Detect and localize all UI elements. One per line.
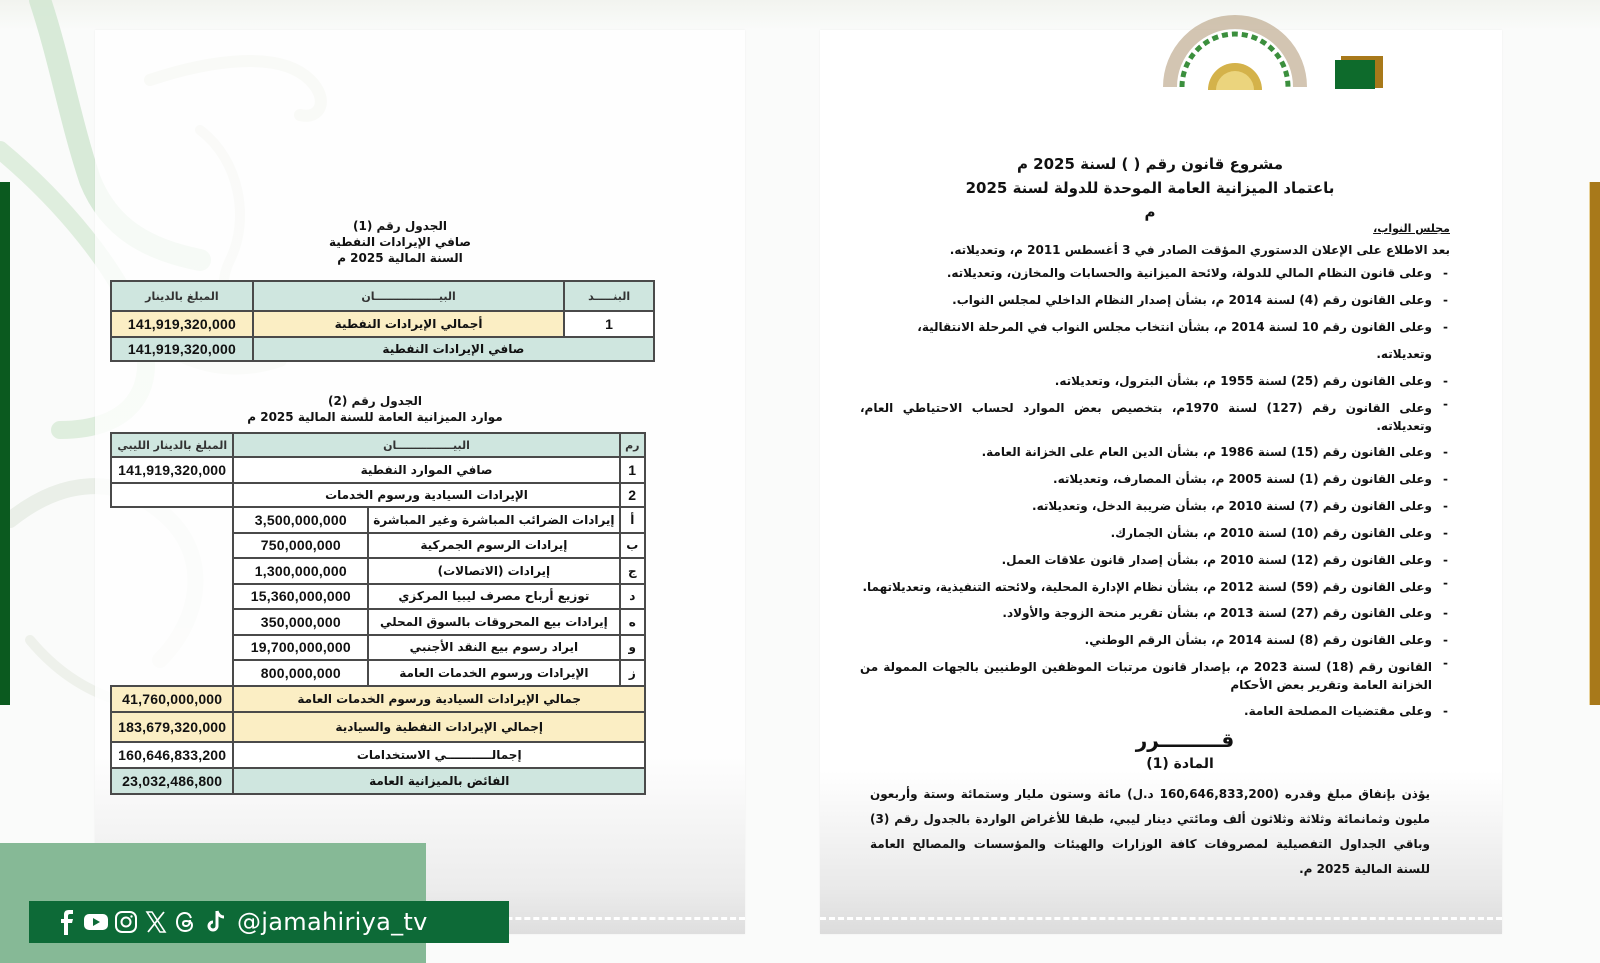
- table-row: [111, 660, 645, 686]
- statement-cell: إيرادات الضرائب المباشرة وغير المباشرة: [368, 507, 619, 533]
- section-title-cell: الإيرادات السيادية ورسوم الخدمات: [233, 483, 619, 507]
- statement-cell: صافي الإيرادات النفطية: [253, 337, 654, 361]
- decided-heading: [1070, 728, 1300, 752]
- statement-cell: جمالي الإيرادات السيادية ورسوم الخدمات العامة: [233, 686, 645, 712]
- letter-cell: د: [620, 584, 645, 610]
- social-handle[interactable]: @jamahiriya_tv: [237, 908, 428, 936]
- table-row: [111, 507, 645, 533]
- col-item-header: البنـــــد: [564, 281, 654, 311]
- statement-cell: الإيرادات ورسوم الخدمات العامة: [368, 660, 619, 686]
- letter-cell: و: [620, 635, 645, 661]
- total-row: [111, 686, 645, 712]
- flag-icon: [1335, 60, 1375, 89]
- consideration-item: - وعلى القانون رقم (15) لسنة 1986 م، بشأن الدين العام على الخزانة العامة.: [860, 439, 1432, 466]
- table2-title-line: موارد الميزانية العامة للسنة المالية 2025 م: [247, 410, 503, 424]
- table-row: [111, 584, 645, 610]
- table-row: [111, 635, 645, 661]
- social-bar: [29, 901, 509, 943]
- table2-title: [210, 393, 540, 425]
- col-statement-header: البيـــــــــــــــان: [233, 433, 619, 457]
- amount-cell: 41,760,000,000: [111, 686, 233, 712]
- table1-title-line: صافي الإيرادات النفطية: [329, 235, 471, 249]
- amount-cell: 23,032,486,800: [111, 768, 233, 794]
- letter-cell: ج: [620, 558, 645, 584]
- col-amount-header: المبلغ بالدينار الليبي: [111, 433, 233, 457]
- table-row: [111, 609, 645, 635]
- statement-cell: إيرادات بيع المحروقات بالسوق المحلي: [368, 609, 619, 635]
- consideration-item: - وعلى القانون رقم (4) لسنة 2014 م، بشأن إصدار النظام الداخلي لمجلس النواب.: [860, 287, 1432, 314]
- statement-cell: توزيع أرباح مصرف ليبيا المركزي: [368, 584, 619, 610]
- amount-cell: 141,919,320,000: [111, 337, 253, 361]
- empty-cell: [111, 483, 233, 507]
- table-row: [111, 558, 645, 584]
- consideration-item: - وعلى مقتضيات المصلحة العامة.: [860, 698, 1432, 725]
- statement-cell: إيرادات (الاتصالات): [368, 558, 619, 584]
- right-accent-bar: [1589, 182, 1600, 705]
- table-row-net: [111, 337, 654, 361]
- table1-title: [300, 218, 500, 266]
- section-no-cell: 2: [620, 483, 645, 507]
- statement-cell: إيرادات الرسوم الجمركية: [368, 533, 619, 559]
- consideration-item: - وعلى القانون رقم (59) لسنة 2012 م، بشأن نظام الإدارة المحلية، ولائحته التنفيذية، وتعديلاتهما.: [860, 574, 1432, 600]
- table2: [110, 432, 646, 795]
- consideration-item: - وعلى القانون رقم (10) لسنة 2010 م، بشأن الجمارك.: [860, 520, 1432, 547]
- amount-cell: 3,500,000,000: [233, 507, 368, 533]
- statement-cell: صافي الموارد النفطية: [233, 457, 619, 483]
- consideration-item: - وعلى القانون رقم (1) لسنة 2005 م، بشأن المصارف، وتعديلاته.: [860, 466, 1432, 493]
- amount-cell: 141,919,320,000: [111, 311, 253, 337]
- table1: [110, 280, 655, 362]
- letter-cell: ه: [620, 609, 645, 635]
- left-accent-bar: [0, 182, 10, 705]
- threads-icon[interactable]: [173, 909, 199, 935]
- statement-cell: ايراد رسوم بيع النقد الأجنبي: [368, 635, 619, 661]
- section-row: [111, 483, 645, 507]
- table-row: [111, 533, 645, 559]
- x-icon[interactable]: [143, 909, 169, 935]
- amount-cell: 141,919,320,000: [111, 457, 233, 483]
- col-statement-header: البيـــــــــــــــــان: [253, 281, 565, 311]
- amount-cell: 19,700,000,000: [233, 635, 368, 661]
- amount-cell: 800,000,000: [233, 660, 368, 686]
- decided-text: قـــــــــرر: [1135, 728, 1235, 752]
- consideration-item: - وعلى القانون رقم (127) لسنة 1970م، بتخصيص بعض الموارد لحساب الاحتياطي العام، وتعديلاته.: [860, 395, 1432, 439]
- title-line-1: مشروع قانون رقم ( ) لسنة 2025 م: [1016, 155, 1284, 173]
- table2-header-row: [111, 433, 645, 457]
- letter-cell: ز: [620, 660, 645, 686]
- total-row: [111, 712, 645, 742]
- article-title: المادة (1): [1146, 756, 1214, 772]
- table-row: [111, 457, 645, 483]
- consideration-item: - القانون رقم (18) لسنة 2023 م، بإصدار قانون مرتبات الموظفين الوطنيين بالجهات الممولة من الخزانة العامة وتقرير بعض الأحكام: [860, 654, 1432, 698]
- total-row: [111, 768, 645, 794]
- amount-cell: 1,300,000,000: [233, 558, 368, 584]
- document-title: [960, 152, 1340, 224]
- col-amount-header: المبلغ بالدينار: [111, 281, 253, 311]
- top-fade: [0, 0, 1600, 30]
- consideration-item: - وعلى القانون رقم (12) لسنة 2010 م، بشأن إصدار قانون علاقات العمل.: [860, 547, 1432, 574]
- table1-title-line: السنة المالية 2025 م: [337, 251, 463, 265]
- preamble: بعد الاطلاع على الإعلان الدستوري المؤقت الصادر في 3 أغسطس 2011 م، وتعديلاته.: [949, 243, 1450, 257]
- statement-cell: إجمالـــــــــــي الاستخدامات: [233, 742, 645, 768]
- statement-cell: أجمالي الإيرادات النفطية: [253, 311, 565, 337]
- amount-cell: 750,000,000: [233, 533, 368, 559]
- consideration-item: - وعلى القانون رقم (7) لسنة 2010 م، بشأن ضريبة الدخل، وتعديلاته.: [860, 493, 1432, 520]
- tiktok-icon[interactable]: [203, 909, 229, 935]
- consideration-item: - وعلى قانون النظام المالي للدولة، ولائحة الميزانية والحسابات والمخازن، وتعديلاته.: [860, 260, 1432, 287]
- consideration-item: - وعلى القانون رقم (8) لسنة 2014 م، بشأن الرقم الوطني.: [860, 627, 1432, 654]
- consideration-item: - وعلى القانون رقم (27) لسنة 2013 م، بشأن تقرير منحة الزوجة والأولاد.: [860, 600, 1432, 627]
- table-row: [111, 311, 654, 337]
- consideration-item: - وعلى القانون رقم (25) لسنة 1955 م، بشأن البترول، وتعديلاته.: [860, 368, 1432, 395]
- considerations-list: [860, 260, 1450, 725]
- statement-cell: إجمالي الإيرادات النفطية والسيادية: [233, 712, 645, 742]
- consideration-item: - وعلى القانون رقم 10 لسنة 2014 م، بشأن انتخاب مجلس النواب في المرحلة الانتقالية، وتعديلاته.: [860, 314, 1432, 368]
- letter-cell: ب: [620, 533, 645, 559]
- jamahiriya-logo: [1160, 12, 1310, 92]
- letter-cell: أ: [620, 507, 645, 533]
- youtube-icon[interactable]: [83, 909, 109, 935]
- table2-title-line: الجدول رقم (2): [328, 394, 422, 408]
- statement-cell: الفائض بالميزانية العامة: [233, 768, 645, 794]
- title-line-2: باعتماد الميزانية العامة الموحدة للدولة لسنة 2025 م: [965, 179, 1335, 221]
- amount-cell: 160,646,833,200: [111, 742, 233, 768]
- table1-title-line: الجدول رقم (1): [353, 219, 447, 233]
- facebook-icon[interactable]: [53, 909, 79, 935]
- addressee: مجلس النواب،: [1373, 222, 1450, 235]
- page-bottom-dashes: [820, 917, 1502, 920]
- amount-cell: 15,360,000,000: [233, 584, 368, 610]
- amount-cell: 350,000,000: [233, 609, 368, 635]
- article-text: يؤذن بإنفاق مبلغ وقدره (160,646,833,200 د.ل) مائة وستون مليار وستمائة وستة وأربعون مليون وثمانمائة وثلاثة وثلاثون ألف ومائتي دينار ليبي، طبقا للأغراض الواردة بالجدول رقم (3) وباقي الجداول التفصيلية لمصروفات كافة الوزارات والهيئات والمؤسسات والمصالح العامة للسنة المالية 2025 م.: [870, 787, 1430, 876]
- amount-cell: 183,679,320,000: [111, 712, 233, 742]
- col-no-header: رم: [620, 433, 645, 457]
- no-cell: 1: [620, 457, 645, 483]
- document-body: [860, 218, 1450, 725]
- table1-header-row: [111, 281, 654, 311]
- total-row: [111, 742, 645, 768]
- instagram-icon[interactable]: [113, 909, 139, 935]
- item-cell: 1: [564, 311, 654, 337]
